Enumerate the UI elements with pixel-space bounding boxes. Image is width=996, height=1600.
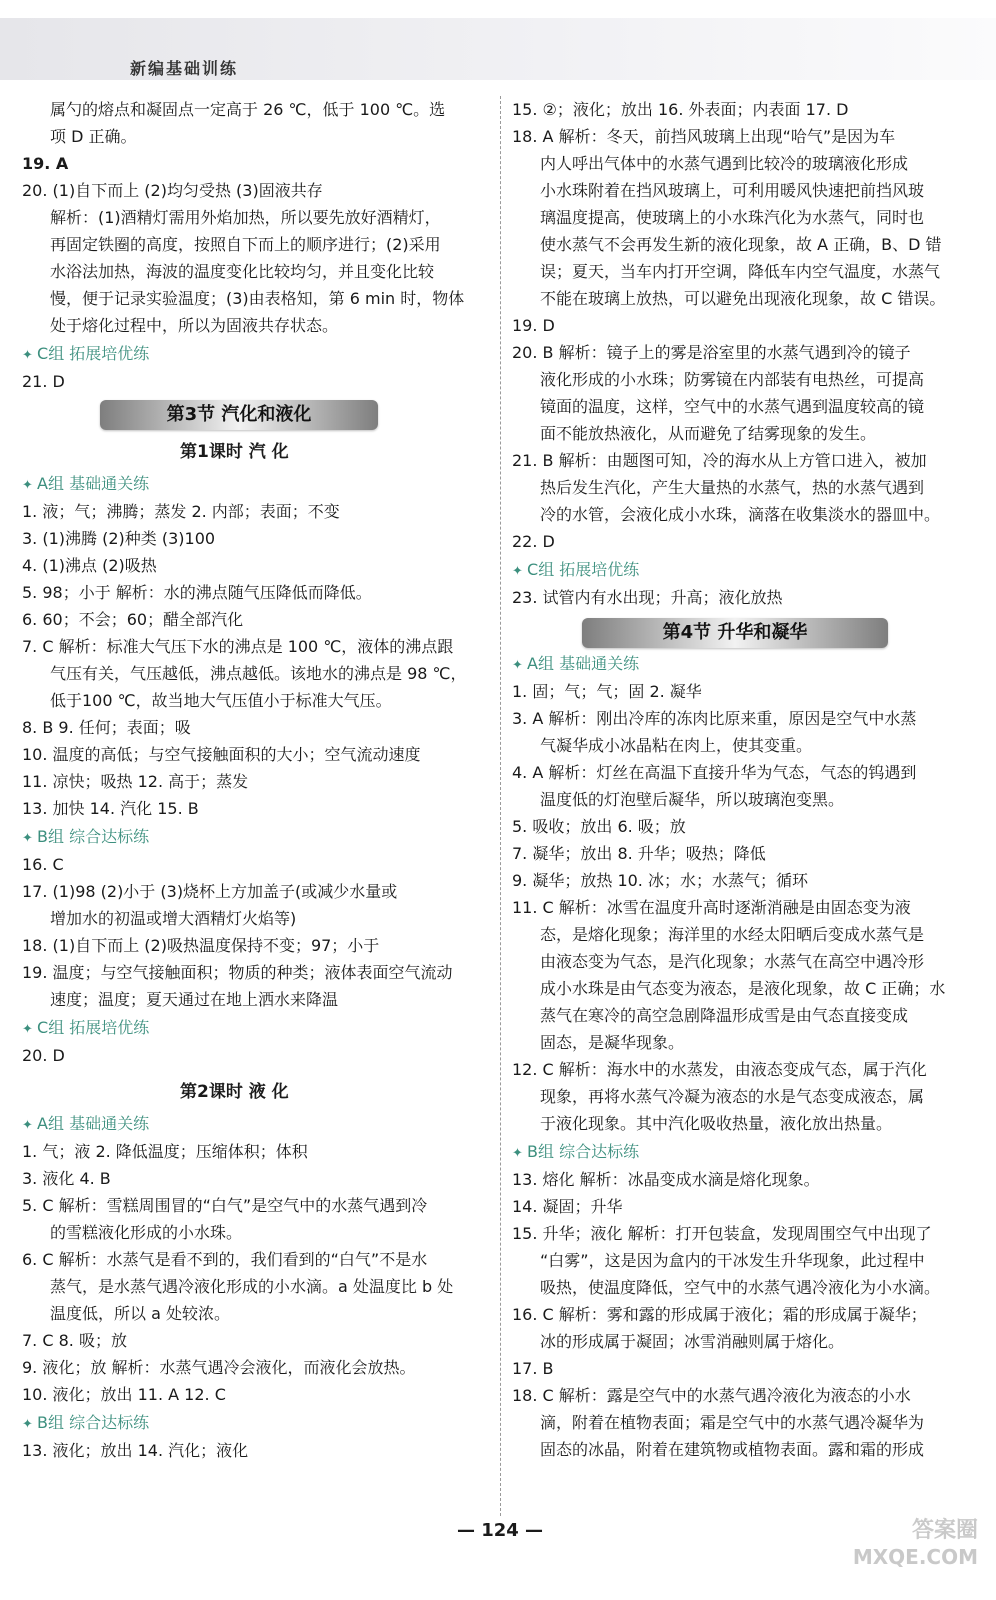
analysis-line: 速度；温度；夏天通过在地上洒水来降温 <box>50 990 339 1009</box>
analysis-line: 温度低，所以 a 处较浓。 <box>50 1304 230 1323</box>
answer-line: 13. 熔化 解析：冰晶变成水滴是熔化现象。 <box>512 1170 820 1189</box>
analysis-line: 固态的冰晶，附着在建筑物或植物表面。露和霜的形成 <box>540 1440 925 1459</box>
analysis-line: 热后发生汽化，产生大量热的水蒸气，热的水蒸气遇到 <box>540 478 925 497</box>
answer-line: 21. D <box>22 372 65 391</box>
answer-line: 19. 温度；与空气接触面积；物质的种类；液体表面空气流动 <box>22 963 453 982</box>
analysis-line: 现象，再将水蒸气冷凝为液态的水是气态变成液态，属 <box>540 1087 925 1106</box>
answer-line: 5. 吸收；放出 6. 吸；放 <box>512 817 686 836</box>
group-heading: ✦ B组 综合达标练 <box>512 1142 640 1161</box>
analysis-line: 滴，附着在植物表面；霜是空气中的水蒸气遇冷凝华为 <box>540 1413 925 1432</box>
answer-line: 3. 液化 4. B <box>22 1169 111 1188</box>
answer-line: 9. 凝华；放热 10. 冰；水；水蒸气；循环 <box>512 871 808 890</box>
answer-line: 9. 液化；放 解析：水蒸气遇冷会液化，而液化会放热。 <box>22 1358 416 1377</box>
header-title: 新编基础训练 <box>130 59 239 78</box>
diamond-icon: ✦ <box>512 1146 528 1161</box>
analysis-line: 蒸气，是水蒸气遇冷液化形成的小水滴。a 处温度比 b 处 <box>50 1277 454 1296</box>
answer-line: 16. C 解析：雾和露的形成属于液化；霜的形成属于凝华； <box>512 1305 927 1324</box>
analysis-line: 低于100 ℃，故当地大气压值小于标准大气压。 <box>50 691 392 710</box>
answer-line: 8. B 9. 任何；表面；吸 <box>22 718 191 737</box>
answer-line: 1. 固；气；气；固 2. 凝华 <box>512 682 702 701</box>
diamond-icon: ✦ <box>512 564 528 579</box>
analysis-line: 水浴法加热，海波的温度变化比较均匀，并且变化比较 <box>50 262 435 281</box>
watermark <box>853 1518 978 1570</box>
group-heading: ✦ C组 拓展培优练 <box>22 1018 150 1037</box>
group-heading: ✦ B组 综合达标练 <box>22 1413 150 1432</box>
answer-line: 15. 升华；液化 解析：打开包装盒，发现周围空气中出现了 <box>512 1224 932 1243</box>
answer-line: 5. 98；小于 解析：水的沸点随气压降低而降低。 <box>22 583 372 602</box>
answer-line: 10. 温度的高低；与空气接触面积的大小；空气流动速度 <box>22 745 421 764</box>
analysis-line: 成小水珠是由气态变为液态，是液化现象，故 C 正确；水 <box>540 979 946 998</box>
answer-line: 6. 60；不会；60；醋全部汽化 <box>22 610 244 629</box>
answer-line: 1. 液；气；沸腾；蒸发 2. 内部；表面；不变 <box>22 502 340 521</box>
answer-line: 10. 液化；放出 11. A 12. C <box>22 1385 226 1404</box>
analysis-line: 由液态变为气态，是汽化现象；水蒸气在高空中遇冷形 <box>540 952 925 971</box>
analysis-line: 小水珠附着在挡风玻璃上，可利用暖风快速把前挡风玻 <box>540 181 925 200</box>
group-heading: ✦ A组 基础通关练 <box>22 474 150 493</box>
analysis-line: 璃温度提高，使玻璃上的小水珠汽化为水蒸气，同时也 <box>540 208 925 227</box>
diamond-icon: ✦ <box>22 1417 38 1432</box>
analysis-line: 镜面的温度，这样，空气中的水蒸气遇到温度较高的镜 <box>540 397 925 416</box>
analysis-line: 气凝华成小冰晶粘在肉上，使其变重。 <box>540 736 813 755</box>
analysis-line: 固态，是凝华现象。 <box>540 1033 685 1052</box>
diamond-icon: ✦ <box>22 1022 38 1037</box>
analysis-line: 内人呼出气体中的水蒸气遇到比较冷的玻璃液化形成 <box>540 154 909 173</box>
analysis-line: 不能在玻璃上放热，可以避免出现液化现象，故 C 错误。 <box>540 289 946 308</box>
section-banner: 第3节 汽化和液化 <box>100 400 378 430</box>
answer-line: 5. C 解析：雪糕周围冒的“白气”是空气中的水蒸气遇到冷 <box>22 1196 428 1215</box>
answer-line: 13. 液化；放出 14. 汽化；液化 <box>22 1441 249 1460</box>
analysis-line: 液化形成的小水珠；防雾镜在内部装有电热丝，可提高 <box>540 370 925 389</box>
group-heading: ✦ C组 拓展培优练 <box>22 344 150 363</box>
diamond-icon: ✦ <box>22 478 38 493</box>
group-heading: ✦ A组 基础通关练 <box>22 1114 150 1133</box>
analysis-line: 增加水的初温或增大酒精灯火焰等) <box>50 909 297 928</box>
lesson-title: 第1课时 汽 化 <box>180 442 289 462</box>
group-heading: ✦ C组 拓展培优练 <box>512 560 640 579</box>
analysis-line: 蒸气在寒冷的高空急剧降温形成雪是由气态直接变成 <box>540 1006 909 1025</box>
answer-line: 11. C 解析：冰雪在温度升高时逐渐消融是由固态变为液 <box>512 898 911 917</box>
analysis-line: 气压有关，气压越低，沸点越低。该地水的沸点是 98 ℃， <box>50 664 467 683</box>
answer-line: 7. C 8. 吸；放 <box>22 1331 127 1350</box>
analysis-line: 处于熔化过程中，所以为固液共存状态。 <box>50 316 339 335</box>
analysis-line: 温度低的灯泡壁后凝华，所以玻璃泡变黑。 <box>540 790 845 809</box>
watermark-line: 答案圈 <box>911 1518 978 1543</box>
group-heading: ✦ A组 基础通关练 <box>512 654 640 673</box>
answer-line: 17. B <box>512 1359 554 1378</box>
answer-line: 20. (1)自下而上 (2)均匀受热 (3)固液共存 <box>22 181 323 200</box>
answer-line: 16. C <box>22 855 64 874</box>
answer-line: 14. 凝固；升华 <box>512 1197 623 1216</box>
analysis-line: 慢，便于记录实验温度；(3)由表格知，第 6 min 时，物体 <box>50 289 465 308</box>
answer-line: 4. (1)沸点 (2)吸热 <box>22 556 157 575</box>
analysis-line: 于液化现象。其中汽化吸收热量，液化放出热量。 <box>540 1114 893 1133</box>
answer-line: 20. D <box>22 1046 65 1065</box>
column-divider <box>500 96 501 1516</box>
analysis-line: “白雾”，这是因为盒内的干冰发生升华现象，此过程中 <box>540 1251 925 1270</box>
page-number: — 124 — <box>456 1520 544 1541</box>
analysis-line: 解析：(1)酒精灯需用外焰加热，所以要先放好酒精灯， <box>50 208 441 227</box>
answer-line: 18. A 解析：冬天，前挡风玻璃上出现“哈气”是因为车 <box>512 127 896 146</box>
answer-line: 20. B 解析：镜子上的雾是浴室里的水蒸气遇到冷的镜子 <box>512 343 911 362</box>
answer-line: 7. 凝华；放出 8. 升华；吸热；降低 <box>512 844 766 863</box>
analysis-line: 面不能放热液化，从而避免了结雾现象的发生。 <box>540 424 877 443</box>
analysis-line: 使水蒸气不会再发生新的液化现象，故 A 正确，B、D 错 <box>540 235 942 254</box>
answer-line: 22. D <box>512 532 555 551</box>
section-banner: 第4节 升华和凝华 <box>582 618 888 648</box>
answer-line: 3. A 解析：刚出冷库的冻肉比原来重，原因是空气中水蒸 <box>512 709 917 728</box>
answer-line: 21. B 解析：由题图可知，冷的海水从上方管口进入，被加 <box>512 451 927 470</box>
answer-line: 19. A <box>22 154 69 173</box>
analysis-line: 吸热，使温度降低，空气中的水蒸气遇冷液化为小水滴。 <box>540 1278 941 1297</box>
diamond-icon: ✦ <box>512 658 528 673</box>
analysis-line: 再固定铁圈的高度，按照自下而上的顺序进行；(2)采用 <box>50 235 441 254</box>
analysis-line: 态，是熔化现象；海洋里的水经太阳晒后变成水蒸气是 <box>540 925 925 944</box>
answer-line: 11. 凉快；吸热 12. 高于；蒸发 <box>22 772 249 791</box>
watermark-line: MXQE.COM <box>852 1545 978 1569</box>
analysis-line: 冷的水管，会液化成小水珠，滴落在收集淡水的器皿中。 <box>540 505 941 524</box>
answer-line: 18. (1)自下而上 (2)吸热温度保持不变；97；小于 <box>22 936 380 955</box>
answer-line: 4. A 解析：灯丝在高温下直接升华为气态，气态的钨遇到 <box>512 763 917 782</box>
answer-line: 6. C 解析：水蒸气是看不到的，我们看到的“白气”不是水 <box>22 1250 428 1269</box>
diamond-icon: ✦ <box>22 1118 38 1133</box>
answer-line: 7. C 解析：标准大气压下水的沸点是 100 ℃，液体的沸点跟 <box>22 637 454 656</box>
analysis-line: 的雪糕液化形成的小水珠。 <box>50 1223 243 1242</box>
answer-line: 12. C 解析：海水中的水蒸发，由液态变成气态，属于汽化 <box>512 1060 927 1079</box>
group-heading: ✦ B组 综合达标练 <box>22 827 150 846</box>
answer-line: 18. C 解析：露是空气中的水蒸气遇冷液化为液态的小水 <box>512 1386 911 1405</box>
answer-line: 23. 试管内有水出现；升高；液化放热 <box>512 588 783 607</box>
diamond-icon: ✦ <box>22 831 38 846</box>
answer-line: 19. D <box>512 316 555 335</box>
answer-line: 13. 加快 14. 汽化 15. B <box>22 799 199 818</box>
analysis-line: 冰的形成属于凝固；冰雪消融则属于熔化。 <box>540 1332 845 1351</box>
text-line: 属勺的熔点和凝固点一定高于 26 ℃，低于 100 ℃。选 <box>50 100 446 119</box>
lesson-title: 第2课时 液 化 <box>180 1082 289 1102</box>
diamond-icon: ✦ <box>22 348 38 363</box>
answer-line: 17. (1)98 (2)小于 (3)烧杯上方加盖子(或减少水量或 <box>22 882 398 901</box>
analysis-line: 误；夏天，当车内打开空调，降低车内空气温度，水蒸气 <box>540 262 941 281</box>
answer-line: 3. (1)沸腾 (2)种类 (3)100 <box>22 529 216 548</box>
text-line: 项 D 正确。 <box>50 127 137 146</box>
answer-line: 1. 气；液 2. 降低温度；压缩体积；体积 <box>22 1142 308 1161</box>
answer-line: 15. ②；液化；放出 16. 外表面；内表面 17. D <box>512 100 849 119</box>
